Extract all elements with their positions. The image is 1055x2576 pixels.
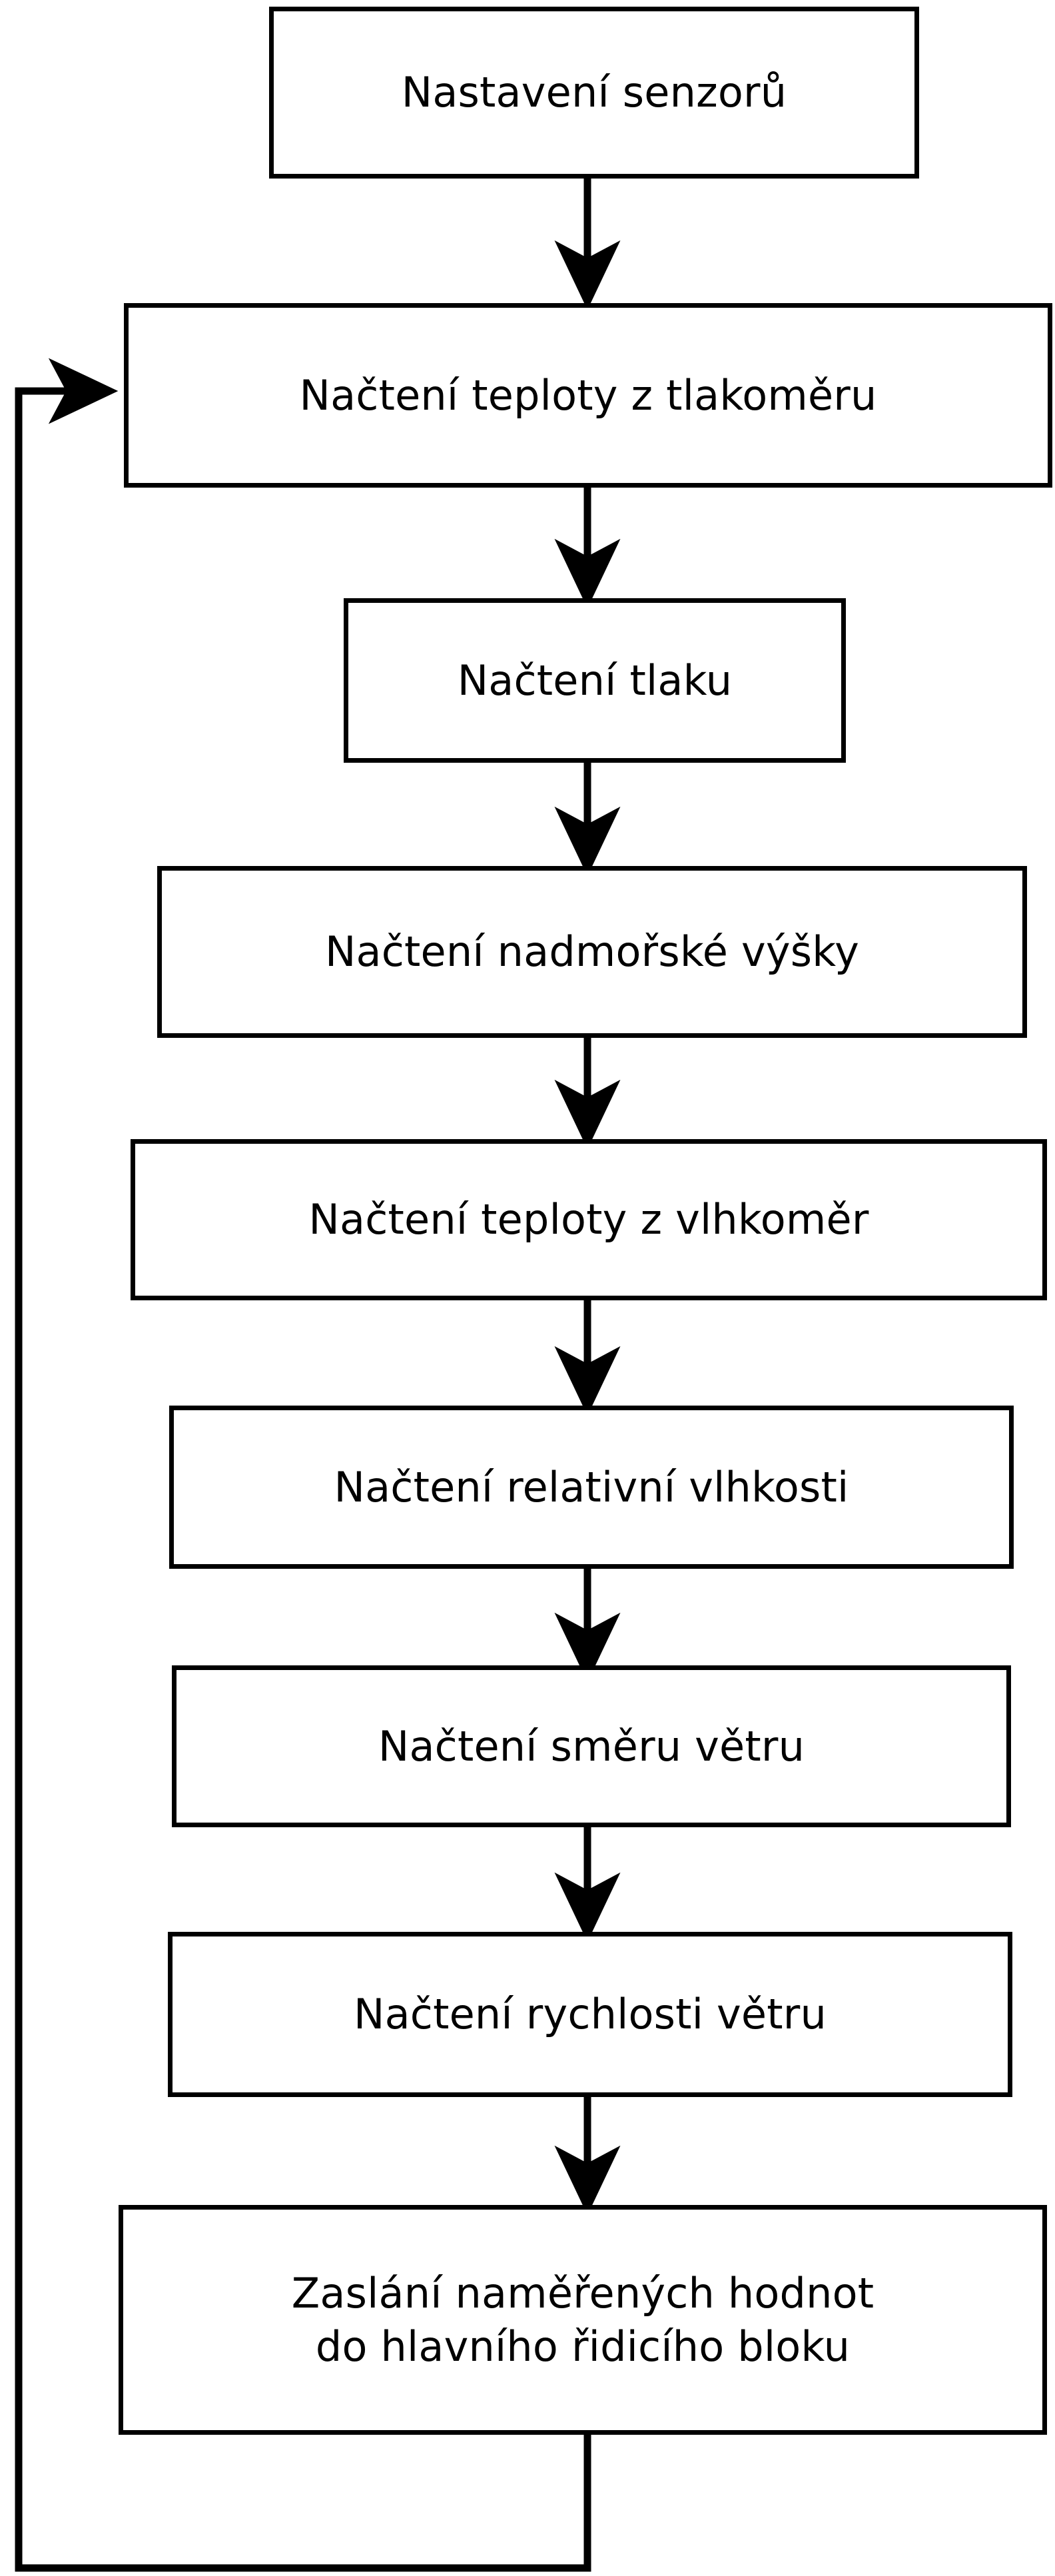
node-label: Načtení směru větru xyxy=(378,1721,805,1771)
node-nacteni-teploty-z-tlakomeru[interactable] xyxy=(124,303,1052,488)
node-nastaveni-senzoru[interactable] xyxy=(269,7,919,179)
node-nacteni-teploty-z-vlhkomer[interactable] xyxy=(131,1139,1047,1300)
node-nacteni-rychlosti-vetru[interactable] xyxy=(168,1932,1012,2097)
node-label: Načtení tlaku xyxy=(457,655,733,705)
node-label: Načtení nadmořské výšky xyxy=(324,927,860,977)
node-label: Načtení rychlosti větru xyxy=(354,1990,827,2039)
node-label: Načtení teploty z vlhkoměr xyxy=(308,1195,869,1244)
node-nacteni-relativni-vlhkosti[interactable] xyxy=(169,1406,1014,1569)
node-label-line1: Zaslání naměřených hodnot xyxy=(291,2269,875,2318)
node-label: Nastavení senzorů xyxy=(401,68,787,117)
node-nacteni-tlaku[interactable] xyxy=(344,598,846,763)
node-nacteni-smeru-vetru[interactable] xyxy=(172,1665,1011,1827)
node-label-line2: do hlavního řidicího bloku xyxy=(315,2322,851,2371)
node-label: Načtení teploty z tlakoměru xyxy=(299,370,877,420)
node-zaslani-namerenych-hodnot[interactable] xyxy=(119,2205,1047,2435)
node-nacteni-nadmorske-vysky[interactable] xyxy=(157,866,1027,1038)
node-label: Načtení relativní vlhkosti xyxy=(334,1462,849,1511)
